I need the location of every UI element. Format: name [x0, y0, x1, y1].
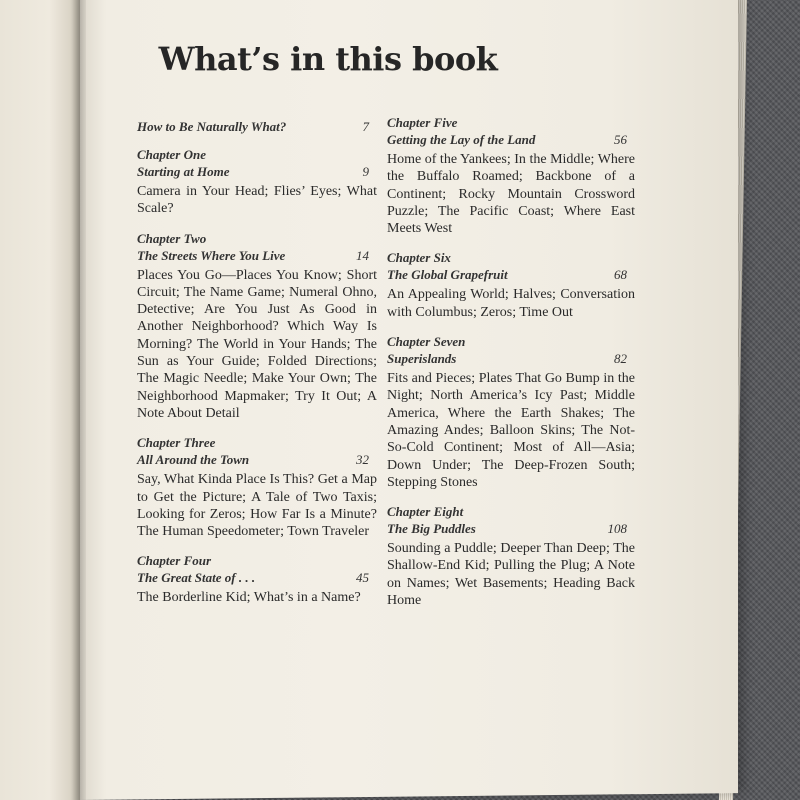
chapter-label: Chapter Four: [137, 553, 212, 569]
spine-shadow: [70, 0, 86, 800]
chapter-title: All Around the Town: [137, 452, 250, 468]
chapter-label: Chapter One: [137, 147, 206, 162]
page-number: 7: [362, 119, 369, 134]
chapter-title: Superislands: [387, 351, 457, 367]
chapter-label: Chapter Five: [387, 115, 458, 130]
toc-entry-chapter-one: [137, 146, 377, 218]
chapter-contents: Sounding a Puddle; Deeper Than Deep; The Shallow-End Kid; Pulling the Plug; A Note on Names; Wet Basements; Heading Back Home: [387, 541, 635, 609]
chapter-contents: Fits and Pieces; Plates That Go Bump in the Night; North America’s Icy Past; Middle America, Where the Earth Shakes; The Amazing Andes; Balloon Skins; The Not-So-Cold Continent; Most of All—Asia; Down Under; The Deep-Frozen South; Stepping Stones: [387, 371, 635, 490]
page-number: 45: [356, 570, 369, 586]
chapter-contents: An Appealing World; Halves; Conversation with Columbus; Zeros; Time Out: [387, 287, 635, 320]
toc-entry-chapter-seven: [387, 333, 635, 491]
toc-entry-chapter-two: [137, 230, 377, 423]
chapter-label: Chapter Two: [137, 230, 207, 246]
toc-column-right: [387, 114, 635, 613]
chapter-title: The Streets Where You Live: [137, 247, 286, 263]
page-title: What’s in this book: [158, 40, 498, 78]
chapter-title: Getting the Lay of the Land: [387, 132, 536, 147]
entry-title: How to Be Naturally What?: [137, 119, 287, 134]
toc-entry-chapter-five: [387, 114, 635, 237]
chapter-label: Chapter Six: [387, 250, 451, 266]
chapter-title: Starting at Home: [137, 164, 230, 179]
chapter-label: Chapter Eight: [387, 504, 464, 520]
chapter-contents: The Borderline Kid; What’s in a Name?: [137, 590, 361, 606]
page-number: 108: [607, 521, 627, 537]
toc-entry-chapter-eight: [387, 503, 635, 609]
page-number: 9: [362, 164, 369, 179]
toc-entry-chapter-three: [137, 434, 377, 540]
page-number: 82: [614, 351, 627, 367]
chapter-title: The Great State of . . .: [137, 570, 256, 586]
page-number: 68: [614, 267, 627, 283]
chapter-title: The Big Puddles: [387, 521, 476, 537]
page-number: 56: [614, 132, 627, 147]
toc-entry-intro: [137, 118, 377, 135]
chapter-label: Chapter Three: [137, 435, 216, 451]
chapter-label: Chapter Seven: [387, 334, 466, 350]
chapter-title: The Global Grapefruit: [387, 267, 508, 283]
toc-entry-chapter-six: [387, 249, 635, 321]
chapter-contents: Camera in Your Head; Flies’ Eyes; What Scale?: [137, 184, 377, 217]
toc-entry-chapter-four: [137, 552, 377, 606]
page-number: 32: [356, 452, 369, 468]
page-number: 14: [356, 247, 369, 263]
toc-column-left: [137, 118, 377, 611]
chapter-contents: Home of the Yankees; In the Middle; Where the Buffalo Roamed; Backbone of a Continent; Rocky Mountain Crossword Puzzle; The Pacific Coast; Where East Meets West: [387, 152, 635, 237]
chapter-contents: Say, What Kinda Place Is This? Get a Map to Get the Picture; A Tale of Two Taxis; Looking for Zeros; How Far Is a Minute? The Human Speedometer; Town Traveler: [137, 472, 377, 540]
chapter-contents: Places You Go—Places You Know; Short Circuit; The Name Game; Numeral Ohno, Detective; Are You Just As Good in Another Neighborhood? Which Way Is Morning? The World in Your Hands; The Sun as Your Guide; Folded Directions; The Magic Needle; Make Your Own; The Neighborhood Mapmaker; Try It Out; A Note About Detail: [137, 267, 377, 421]
